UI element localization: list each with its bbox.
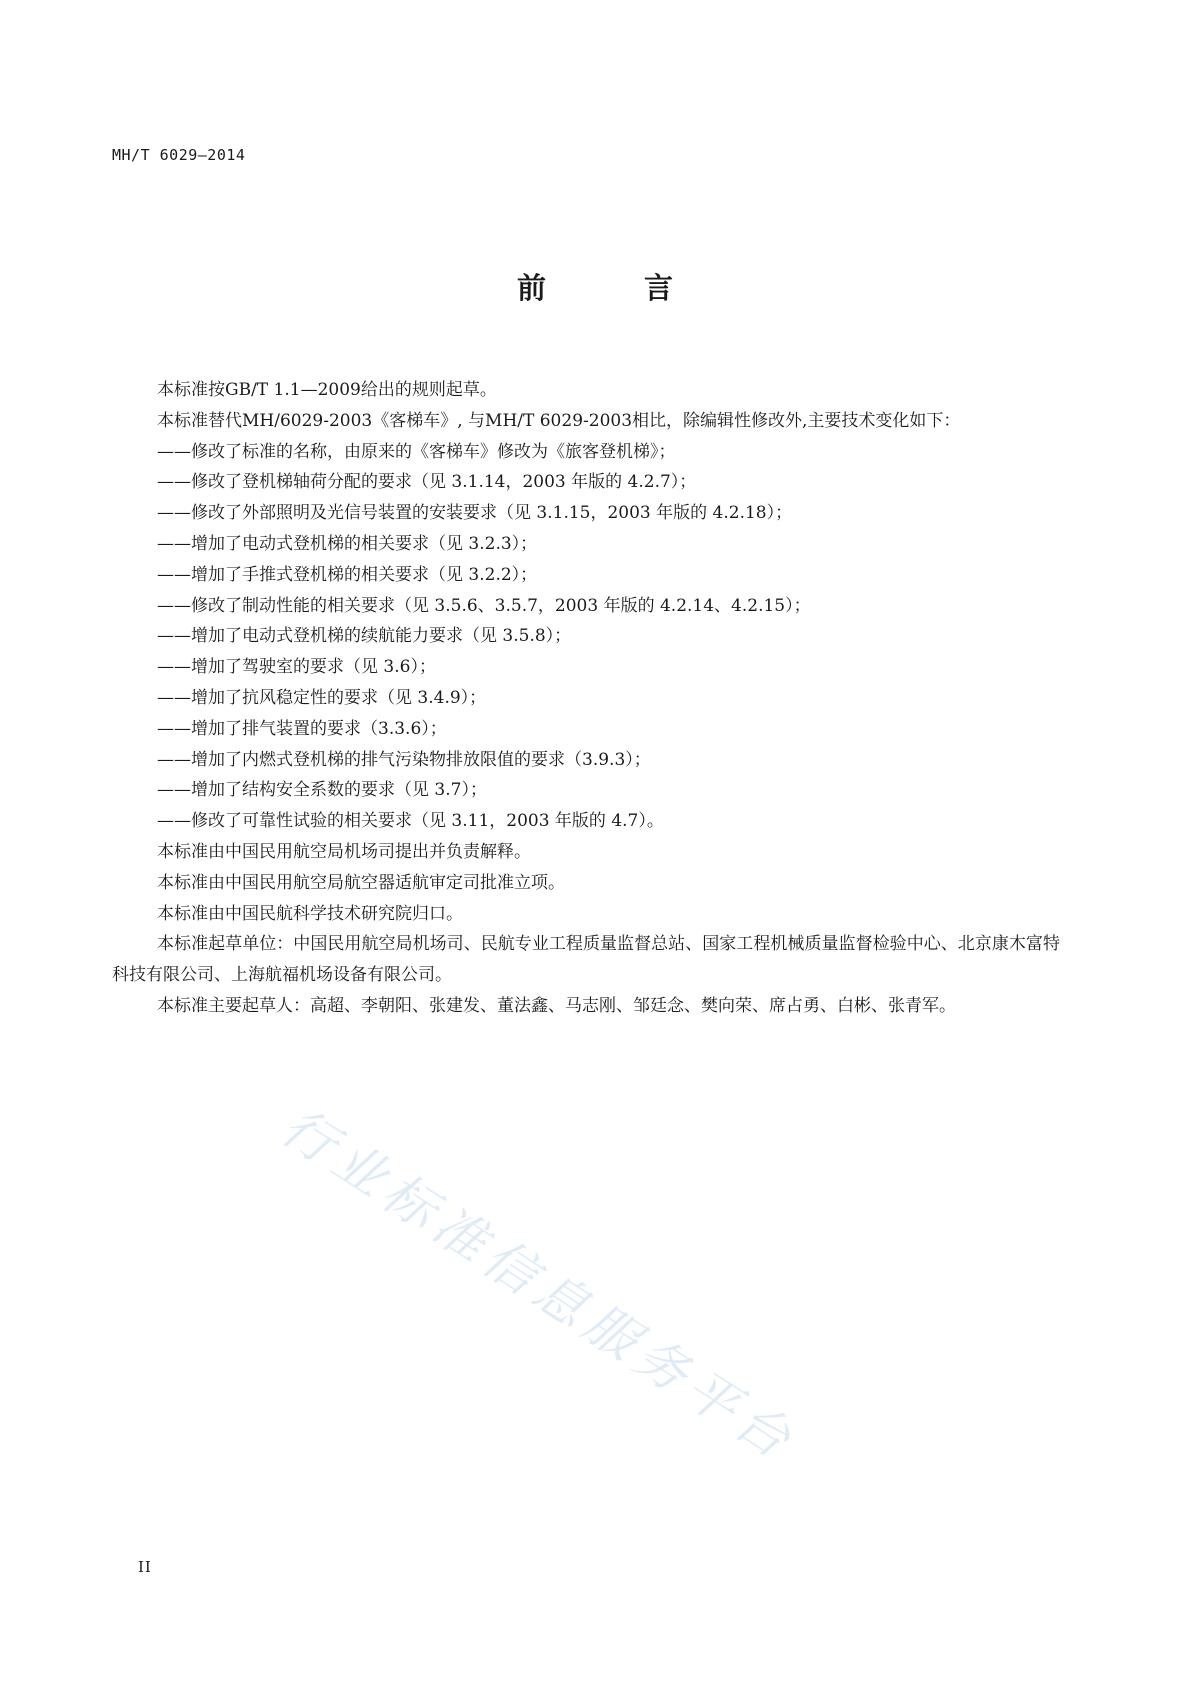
change-item: ——增加了抗风稳定性的要求（见 3.4.9）；: [157, 687, 487, 708]
page-title: 前 言: [516, 271, 718, 305]
watermark: 行业标准信息服务平台: [270, 1096, 807, 1475]
document-code: MH/T 6029—2014: [112, 146, 246, 164]
change-item: ——修改了标准的名称，由原来的《客梯车》修改为《旅客登机梯》；: [157, 441, 676, 462]
change-item: ——增加了驾驶室的要求（见 3.6）；: [157, 657, 436, 678]
paragraph: 本标准由中国民用航空局航空器适航审定司批准立项。: [157, 872, 565, 893]
paragraph: 本标准替代MH/6029-2003《客梯车》, 与MH/T 6029-2003相比，除编辑性修改外,主要技术变化如下：: [157, 410, 961, 431]
change-item: ——修改了制动性能的相关要求（见 3.5.6、3.5.7，2003 年版的 4.2.14、4.2.15）；: [157, 595, 811, 616]
change-item: ——增加了电动式登机梯的相关要求（见 3.2.3）；: [157, 533, 538, 554]
page-number: II: [138, 1558, 152, 1576]
change-item: ——增加了排气装置的要求（3.3.6）；: [157, 718, 447, 739]
change-item: ——修改了登机梯轴荷分配的要求（见 3.1.14，2003 年版的 4.2.7）；: [157, 472, 697, 493]
change-item: ——增加了结构安全系数的要求（见 3.7）；: [157, 780, 487, 801]
change-item: ——增加了电动式登机梯的续航能力要求（见 3.5.8）；: [157, 626, 572, 647]
change-item: ——增加了手推式登机梯的相关要求（见 3.2.2）；: [157, 564, 538, 585]
paragraph: 本标准按GB/T 1.1—2009给出的规则起草。: [157, 380, 497, 400]
change-item: ——修改了外部照明及光信号装置的安装要求（见 3.1.15，2003 年版的 4.2.18）；: [157, 503, 793, 524]
foreword-body: [112, 375, 1060, 1022]
paragraph: 本标准由中国民用航空局机场司提出并负责解释。: [157, 841, 531, 862]
paragraph: 本标准主要起草人：高超、李朝阳、张建发、董法鑫、马志刚、邹廷念、樊向荣、席占勇、白彬、张青军。: [157, 995, 956, 1016]
paragraph: 本标准由中国民航科学技术研究院归口。: [157, 903, 463, 924]
change-item: ——修改了可靠性试验的相关要求（见 3.11，2003 年版的 4.7）。: [157, 811, 664, 832]
change-item: ——增加了内燃式登机梯的排气污染物排放限值的要求（3.9.3）；: [157, 749, 651, 770]
paragraph: 本标准起草单位：中国民用航空局机场司、民航专业工程质量监督总站、国家工程机械质量监督检验中心、北京康木富特科技有限公司、上海航福机场设备有限公司。: [112, 934, 1060, 986]
